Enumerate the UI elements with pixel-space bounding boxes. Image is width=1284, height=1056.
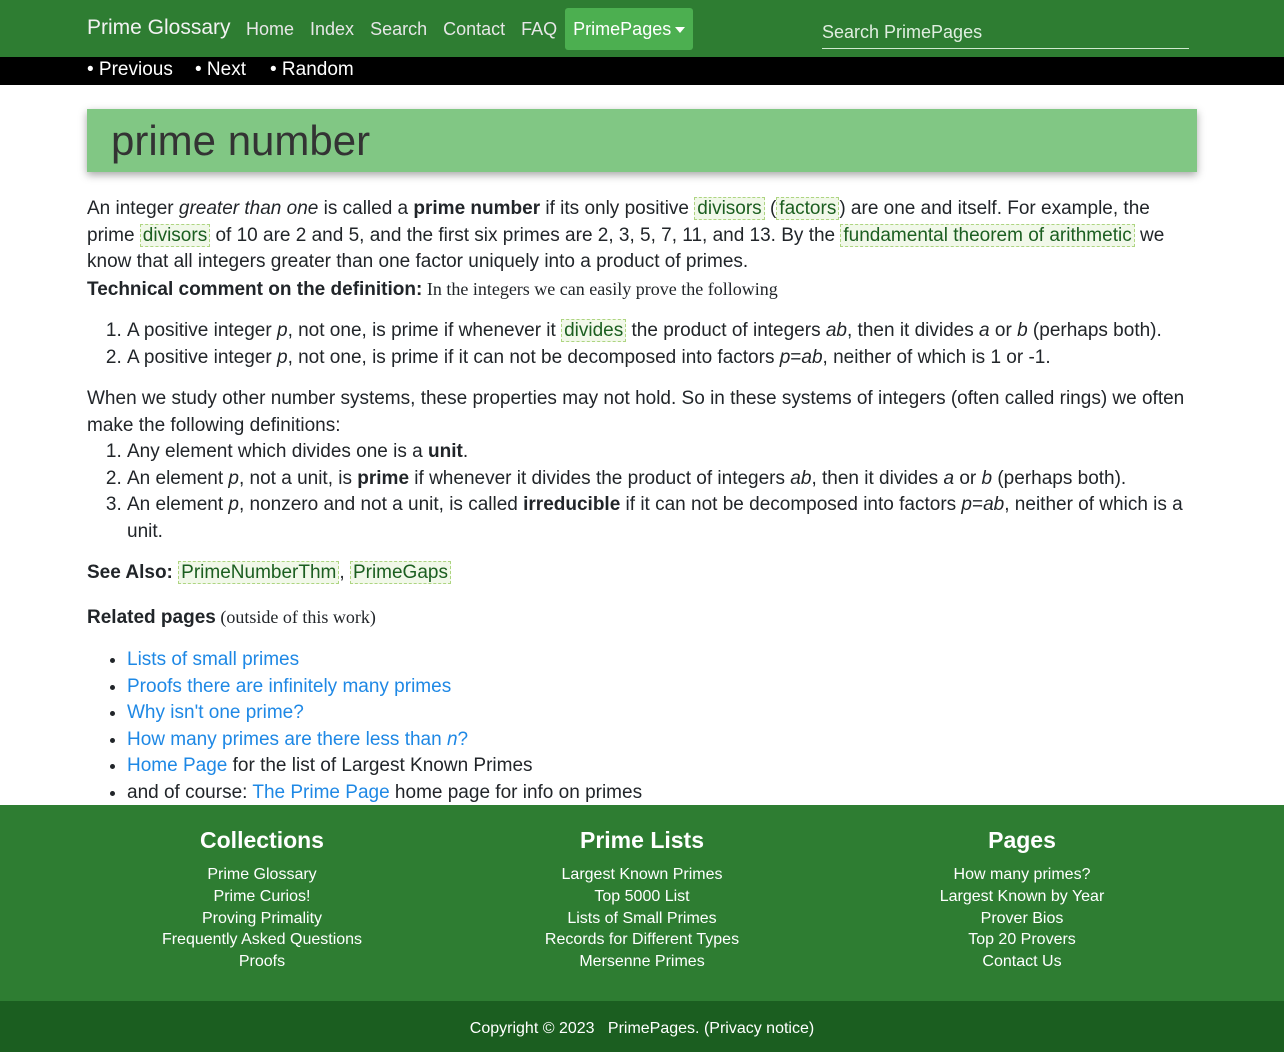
list-item: 1. Any element which divides one is a unit. [127, 439, 1197, 466]
list-item: 2. A positive integer p, not one, is prime if it can not be decomposed into factors p=ab, neither of which is 1 or -1. [127, 345, 1197, 372]
caret-down-icon [675, 27, 685, 33]
see-also-link-primenumberthm[interactable]: PrimeNumberThm [178, 561, 339, 584]
copyright-text: Copyright © 2023 [469, 1020, 595, 1037]
glossary-link-fta[interactable]: fundamental theorem of arithmetic [840, 224, 1134, 247]
related-label: Related pages [87, 606, 216, 628]
ring-definitions-list [87, 439, 1197, 545]
footer-link[interactable]: Contact Us [982, 953, 1062, 971]
footer-link[interactable]: Records for Different Types [544, 931, 740, 949]
list-item: • Home Page for the list of Largest Known Primes [127, 753, 1197, 780]
link-infinitely-many[interactable]: Proofs there are infinitely many primes [127, 675, 452, 697]
related-pages-heading [87, 604, 1197, 632]
text: ( [764, 198, 777, 219]
emphasis: greater than one [178, 198, 319, 219]
link-small-primes[interactable]: Lists of small primes [127, 649, 300, 670]
nav-search[interactable]: Search [370, 19, 428, 39]
related-pages-list [87, 647, 1197, 806]
title-banner [87, 109, 1197, 172]
footer-heading: Prime Lists [580, 827, 704, 853]
privacy-notice-link[interactable]: Privacy notice [709, 1020, 809, 1037]
text: if its only positive [540, 198, 695, 219]
list-item: 1. A positive integer p, not one, is prime if whenever it divides the product of integers ab, then it divides a or b (perhaps both). [127, 318, 1197, 345]
text: of 10 are 2 and 5, and the first six primes are 2, 3, 5, 7, 11, and 13. By the [210, 224, 841, 246]
footer-link[interactable]: Proving Primality [201, 909, 323, 927]
sub-navbar [0, 57, 1284, 85]
random-link[interactable]: • Random [270, 59, 354, 80]
link-why-not-one[interactable]: Why isn't one prime? [127, 702, 304, 723]
term-bold: prime number [413, 198, 541, 219]
link-home-page[interactable]: Home Page [127, 755, 228, 776]
glossary-link-divides[interactable]: divides [561, 319, 626, 342]
related-sub: (outside of this work) [215, 606, 376, 627]
list-item: 2. An element p, not a unit, is prime if whenever it divides the product of integers ab, then it divides a or b (perhaps both). [127, 466, 1197, 493]
footer-link[interactable]: Mersenne Primes [579, 953, 705, 971]
footer-link[interactable]: Proofs [238, 953, 286, 971]
link-prime-page[interactable]: The Prime Page [252, 781, 390, 803]
footer-heading: Collections [200, 827, 324, 853]
list-item [127, 674, 1197, 701]
footer-heading: Pages [988, 827, 1056, 853]
text: we know that all integers greater than one factor uniquely into a product of primes. [87, 224, 1165, 272]
footer-link[interactable]: Lists of Small Primes [567, 909, 717, 927]
nav-home[interactable]: Home [246, 19, 295, 39]
nav-links [238, 8, 693, 50]
top-navbar [0, 0, 1284, 57]
see-also-link-primegaps[interactable]: PrimeGaps [350, 561, 451, 584]
technical-comment [87, 276, 1197, 304]
page-title: prime number [111, 117, 371, 164]
search-input[interactable] [822, 16, 1189, 49]
list-item: 3. An element p, nonzero and not a unit, is called irreducible if it can not be decomposed into factors p=ab, neither of which is a unit. [127, 492, 1197, 545]
technical-text: In the integers we can easily prove the following [422, 278, 778, 299]
footer-link[interactable]: Top 5000 List [594, 887, 690, 905]
footer-link[interactable]: Prover Bios [980, 909, 1064, 927]
text: is called a [318, 198, 414, 219]
other-systems-paragraph: When we study other number systems, these properties may not hold. So in these systems of integers (often called rings) we often make the following definitions: [87, 388, 1185, 436]
list-item: • and of course: The Prime Page home page for info on primes [127, 780, 1197, 807]
text: . ( [695, 1020, 710, 1037]
integer-properties-list [87, 318, 1197, 371]
dropdown-label: PrimePages [573, 19, 672, 39]
brand-link[interactable]: Prime Glossary [87, 16, 231, 39]
text: ) are one and itself. For example, the prime [87, 198, 1150, 246]
footer-col-pages [852, 827, 1192, 973]
glossary-link-divisors-2[interactable]: divisors [140, 224, 210, 247]
glossary-link-divisors[interactable]: divisors [694, 197, 764, 220]
list-item [127, 647, 1197, 674]
link-how-many-primes[interactable]: How many primes are there less than n? [127, 728, 469, 750]
footer-link[interactable]: Largest Known Primes [561, 866, 723, 883]
technical-label: Technical comment on the definition: [87, 278, 423, 300]
main-content [87, 109, 1197, 806]
footer-link[interactable]: Prime Glossary [207, 866, 317, 883]
nav-faq[interactable]: FAQ [521, 19, 558, 39]
text: ) [808, 1020, 815, 1037]
footer-link[interactable]: How many primes? [953, 866, 1091, 883]
footer [0, 805, 1284, 1001]
see-also: See Also: PrimeNumberThm , PrimeGaps [87, 560, 1197, 587]
site-link[interactable]: PrimePages [607, 1020, 696, 1037]
footer-link[interactable]: Largest Known by Year [939, 887, 1105, 905]
text: An integer [87, 198, 179, 219]
footer-col-collections [92, 827, 432, 973]
next-link[interactable]: • Next [195, 59, 246, 80]
list-item [127, 700, 1197, 727]
glossary-link-factors[interactable]: factors [776, 197, 839, 220]
footer-link[interactable]: Top 20 Provers [968, 931, 1076, 949]
nav-contact[interactable]: Contact [443, 19, 506, 39]
list-item [127, 727, 1197, 754]
footer-col-prime-lists [472, 827, 812, 973]
footer-link[interactable]: Prime Curios! [213, 887, 311, 905]
nav-primepages-dropdown[interactable] [565, 8, 693, 50]
footer-link[interactable]: Frequently Asked Questions [161, 931, 363, 949]
copyright-bar [0, 1001, 1284, 1052]
previous-link[interactable]: • Previous [87, 59, 173, 80]
intro-paragraph [87, 196, 1197, 276]
see-also-label: See Also: [87, 562, 173, 583]
nav-index[interactable]: Index [310, 19, 355, 39]
